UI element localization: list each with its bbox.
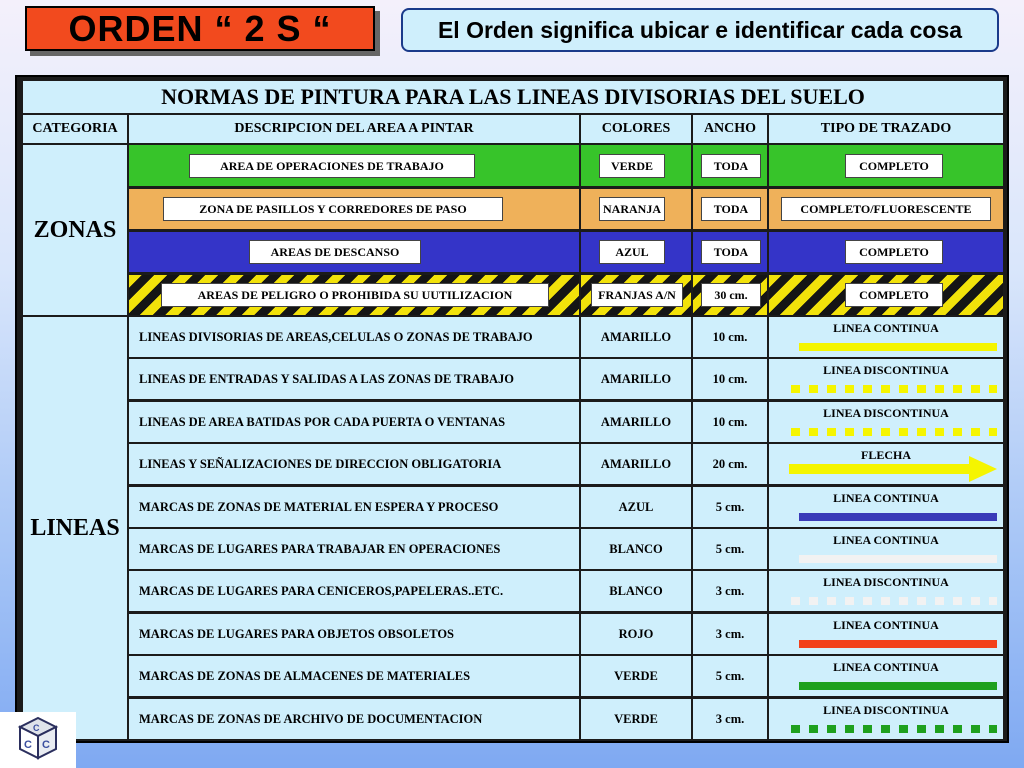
linea-trazado: LINEA DISCONTINUA [823,703,949,717]
linea-trazado-cell [769,359,1003,399]
linea-description: LINEAS Y SEÑALIZACIONES DE DIRECCION OBLIGATORIA [129,444,579,484]
linea-ancho: 10 cm. [693,359,767,399]
zona-trazado: COMPLETO/FLUORESCENTE [781,197,991,221]
linea-ancho: 10 cm. [693,317,767,357]
zona-ancho-cell [693,275,767,315]
zona-description: AREAS DE DESCANSO [249,240,421,264]
category-lineas: LINEAS [23,317,127,739]
zona-color-cell [581,275,691,315]
normas-table [15,75,1009,743]
zona-trazado-cell [769,145,1003,186]
page-subtitle: El Orden significa ubicar e identificar cada cosa [437,16,963,43]
zona-description: AREAS DE PELIGRO O PROHIBIDA SU UUTILIZACION [161,283,549,307]
logo-letter: C [42,739,50,751]
linea-ancho: 5 cm. [693,529,767,569]
linea-ancho: 20 cm. [693,444,767,484]
linea-description: MARCAS DE LUGARES PARA OBJETOS OBSOLETOS [129,614,579,654]
linea-description: MARCAS DE LUGARES PARA CENICEROS,PAPELERAS..ETC. [129,571,579,611]
linea-trazado: LINEA DISCONTINUA [823,575,949,589]
linea-trazado: LINEA DISCONTINUA [823,363,949,377]
linea-trazado-cell [769,444,1003,484]
zona-color: VERDE [599,154,665,178]
linea-ancho: 3 cm. [693,571,767,611]
linea-trazado: FLECHA [860,448,911,462]
header-ancho: ANCHO [693,115,767,143]
linea-color: AMARILLO [581,359,691,399]
linea-trazado-cell [769,529,1003,569]
zona-color-cell [581,145,691,186]
linea-color: AMARILLO [581,317,691,357]
line-sample-solid [799,513,997,521]
line-sample-solid [799,343,997,351]
line-sample-dashed [791,597,997,605]
linea-color: AZUL [581,487,691,527]
linea-trazado: LINEA DISCONTINUA [823,406,949,420]
zona-ancho-cell [693,232,767,272]
linea-trazado-cell [769,487,1003,527]
line-sample-dashed [791,428,997,436]
zona-desc-cell [129,189,579,229]
zona-desc-cell [129,232,579,272]
zona-color-cell [581,189,691,229]
linea-trazado-cell [769,317,1003,357]
linea-trazado-cell [769,571,1003,611]
logo-letter: C [33,723,40,733]
header-colores: COLORES [581,115,691,143]
subtitle-box [401,8,999,52]
linea-trazado-cell [769,402,1003,442]
zona-trazado-cell [769,232,1003,272]
zona-trazado: COMPLETO [845,240,943,264]
line-sample-solid [799,555,997,563]
linea-description: MARCAS DE ZONAS DE ARCHIVO DE DOCUMENTACION [129,699,579,739]
linea-trazado-cell [769,656,1003,696]
linea-color: VERDE [581,656,691,696]
linea-description: LINEAS DE AREA BATIDAS POR CADA PUERTA O VENTANAS [129,402,579,442]
linea-description: MARCAS DE ZONAS DE MATERIAL EN ESPERA Y PROCESO [129,487,579,527]
zona-ancho: 30 cm. [701,283,761,307]
linea-ancho: 3 cm. [693,614,767,654]
linea-trazado-cell [769,699,1003,739]
linea-trazado: LINEA CONTINUA [833,321,939,335]
category-zonas: ZONAS [23,145,127,315]
line-sample-solid [799,682,997,690]
zona-desc-cell [129,275,579,315]
arrow-icon [789,456,999,482]
page-title: ORDEN “ 2 S “ [68,7,332,49]
linea-trazado: LINEA CONTINUA [833,533,939,547]
cube-logo-icon [0,712,76,768]
linea-ancho: 3 cm. [693,699,767,739]
linea-trazado: LINEA CONTINUA [833,660,939,674]
linea-color: AMARILLO [581,402,691,442]
line-sample-dashed [791,385,997,393]
header-descripcion: DESCRIPCION DEL AREA A PINTAR [129,115,579,143]
zona-trazado-cell [769,275,1003,315]
linea-ancho: 10 cm. [693,402,767,442]
linea-description: MARCAS DE ZONAS DE ALMACENES DE MATERIALES [129,656,579,696]
zona-ancho-cell [693,189,767,229]
linea-color: AMARILLO [581,444,691,484]
linea-trazado: LINEA CONTINUA [833,491,939,505]
linea-color: VERDE [581,699,691,739]
zona-ancho: TODA [701,154,761,178]
linea-description: LINEAS DIVISORIAS DE AREAS,CELULAS O ZONAS DE TRABAJO [129,317,579,357]
zona-trazado: COMPLETO [845,154,943,178]
logo-letter: C [24,739,32,751]
line-sample-solid [799,640,997,648]
zona-ancho: TODA [701,240,761,264]
zona-color: NARANJA [599,197,665,221]
zona-color-cell [581,232,691,272]
zona-desc-cell [129,145,579,186]
zona-trazado: COMPLETO [845,283,943,307]
zona-color: AZUL [599,240,665,264]
linea-ancho: 5 cm. [693,656,767,696]
logo [0,712,76,768]
header-categoria: CATEGORIA [23,115,127,143]
linea-ancho: 5 cm. [693,487,767,527]
linea-trazado: LINEA CONTINUA [833,618,939,632]
zona-trazado-cell [769,189,1003,229]
zona-description: AREA DE OPERACIONES DE TRABAJO [189,154,475,178]
linea-color: ROJO [581,614,691,654]
line-sample-dashed [791,725,997,733]
zona-color: FRANJAS A/N [591,283,683,307]
zona-ancho: TODA [701,197,761,221]
header-trazado: TIPO DE TRAZADO [769,115,1003,143]
linea-description: MARCAS DE LUGARES PARA TRABAJAR EN OPERACIONES [129,529,579,569]
zona-ancho-cell [693,145,767,186]
linea-trazado-cell [769,614,1003,654]
title-box [25,6,375,51]
linea-color: BLANCO [581,571,691,611]
linea-description: LINEAS DE ENTRADAS Y SALIDAS A LAS ZONAS DE TRABAJO [129,359,579,399]
table-title: NORMAS DE PINTURA PARA LAS LINEAS DIVISORIAS DEL SUELO [23,81,1003,113]
linea-color: BLANCO [581,529,691,569]
zona-description: ZONA DE PASILLOS Y CORREDORES DE PASO [163,197,503,221]
